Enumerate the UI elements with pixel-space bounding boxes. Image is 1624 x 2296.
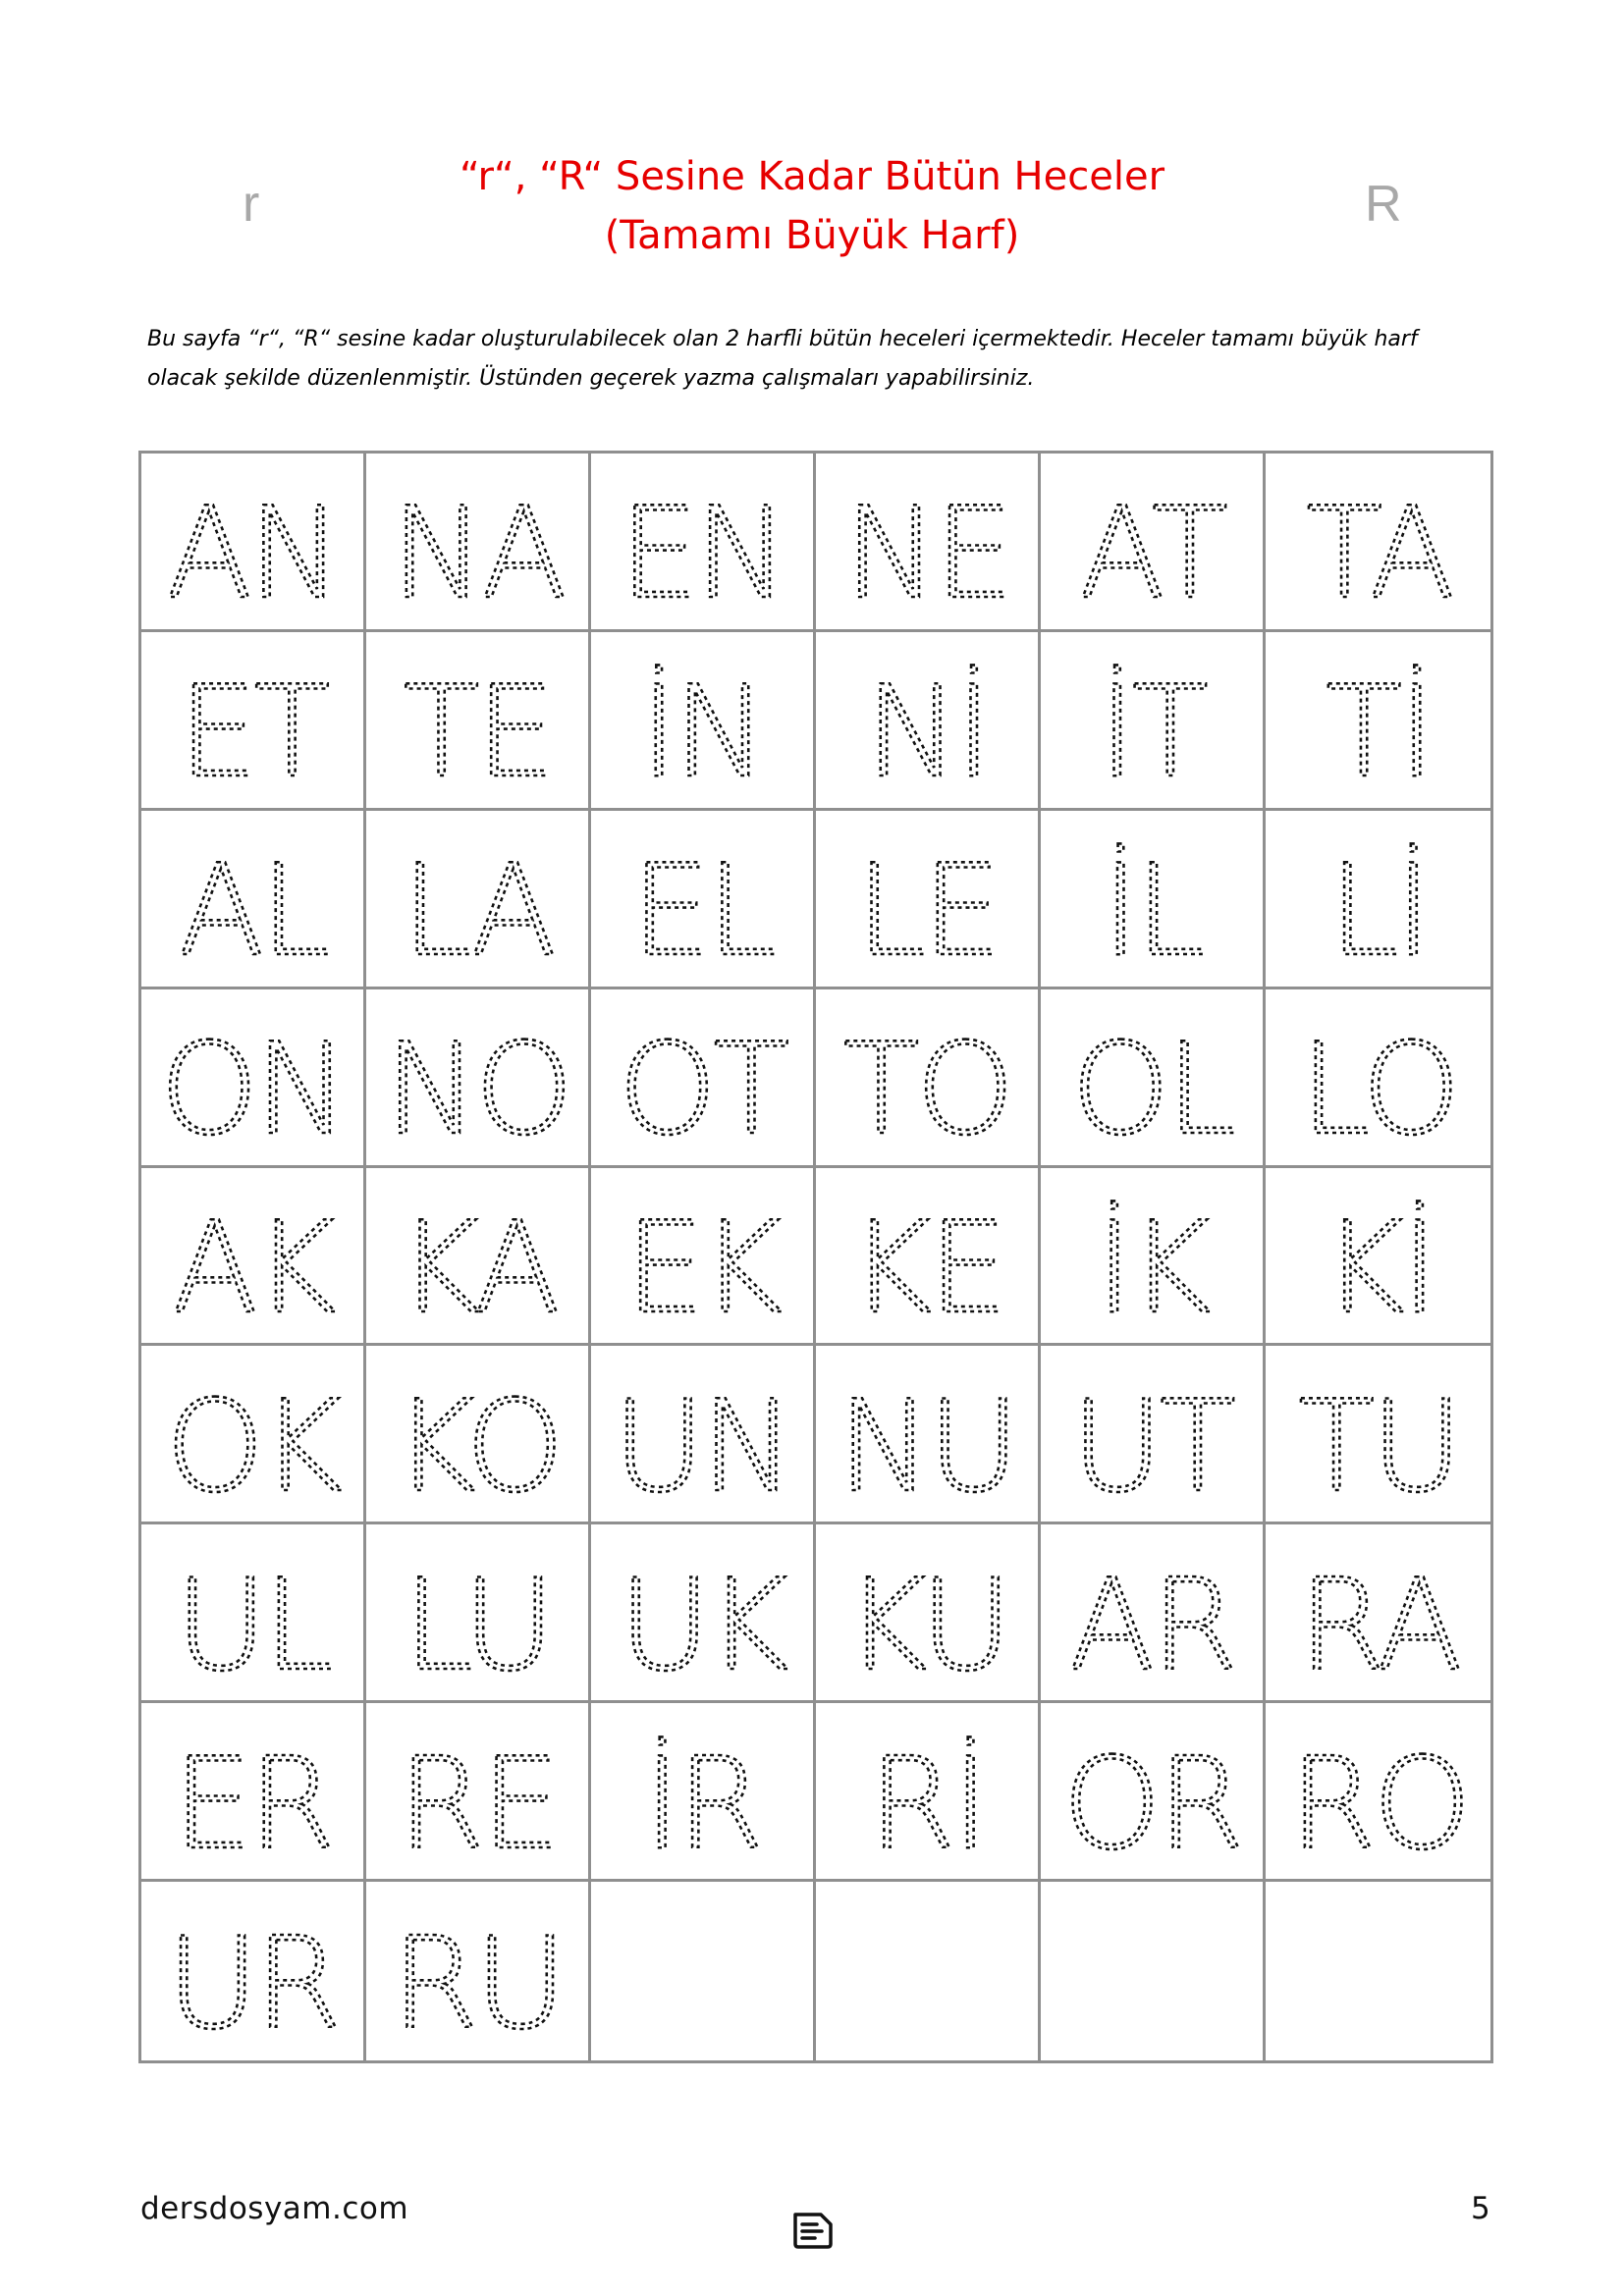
syllable-text: İR bbox=[643, 1731, 761, 1875]
empty-cell bbox=[816, 1882, 1041, 2060]
document-lines-icon bbox=[791, 2211, 835, 2254]
syllable-cell bbox=[816, 1346, 1041, 1524]
syllable-text: ER bbox=[173, 1731, 332, 1875]
syllable-text: UT bbox=[1071, 1373, 1232, 1518]
syllable-text: LE bbox=[855, 838, 999, 983]
syllable-cell bbox=[591, 1703, 816, 1882]
syllable-text: UL bbox=[175, 1552, 330, 1696]
syllable-cell bbox=[141, 632, 366, 811]
syllable-cell bbox=[366, 989, 591, 1168]
syllable-text: EN bbox=[619, 481, 785, 625]
syllable-cell bbox=[1266, 811, 1490, 989]
syllable-cell bbox=[1041, 632, 1266, 811]
syllable-text: TA bbox=[1305, 481, 1451, 625]
syllable-cell bbox=[816, 632, 1041, 811]
syllable-cell bbox=[1266, 1168, 1490, 1347]
syllable-text: KA bbox=[398, 1195, 557, 1339]
syllable-text: Tİ bbox=[1325, 660, 1432, 804]
page-title: “r“, “R“ Sesine Kadar Bütün Heceler (Tamamı Büyük Harf) bbox=[459, 154, 1165, 258]
footer-site-name: dersdosyam.com bbox=[140, 2191, 409, 2226]
syllable-text: KU bbox=[844, 1552, 1009, 1696]
corner-letter-uppercase: R bbox=[1365, 176, 1402, 233]
syllable-cell bbox=[1041, 811, 1266, 989]
syllable-cell bbox=[366, 1703, 591, 1882]
syllable-cell bbox=[366, 1168, 591, 1347]
syllable-cell bbox=[591, 811, 816, 989]
syllable-cell bbox=[1266, 989, 1490, 1168]
syllable-cell bbox=[1266, 1703, 1490, 1882]
syllable-cell bbox=[591, 1168, 816, 1347]
corner-letter-lowercase: r bbox=[243, 176, 260, 233]
syllable-cell bbox=[366, 454, 591, 632]
syllable-text: Kİ bbox=[1322, 1195, 1435, 1339]
syllable-text: İL bbox=[1102, 838, 1202, 983]
syllable-cell bbox=[591, 1524, 816, 1703]
syllable-cell bbox=[141, 811, 366, 989]
syllable-cell bbox=[366, 1346, 591, 1524]
syllable-text: Lİ bbox=[1327, 838, 1429, 983]
syllable-text: OT bbox=[618, 1017, 786, 1161]
syllable-text: UN bbox=[613, 1373, 791, 1518]
syllable-cell bbox=[366, 1524, 591, 1703]
syllable-cell bbox=[816, 811, 1041, 989]
syllable-text: AT bbox=[1079, 481, 1224, 625]
syllable-text: OL bbox=[1070, 1017, 1233, 1161]
syllable-text: Rİ bbox=[868, 1731, 986, 1875]
syllable-cell bbox=[366, 1882, 591, 2060]
syllable-text: TE bbox=[403, 660, 552, 804]
syllable-cell bbox=[1041, 1703, 1266, 1882]
syllable-cell bbox=[816, 454, 1041, 632]
syllable-cell bbox=[1041, 1168, 1266, 1347]
syllable-cell bbox=[816, 989, 1041, 1168]
syllable-text: UK bbox=[619, 1552, 785, 1696]
syllable-text: NO bbox=[384, 1017, 570, 1161]
syllable-text: OR bbox=[1062, 1731, 1241, 1875]
syllable-text: LU bbox=[403, 1552, 552, 1696]
syllable-text: KO bbox=[394, 1373, 561, 1518]
page-description: Bu sayfa “r“, “R“ sesine kadar oluşturulabilecek olan 2 harfli bütün heceleri içermektedir. Heceler tamamı büyük harf olacak şekilde düzenlenmiştir. Üstünden geçerek yazma çalışmaları yapabilirsiniz. bbox=[147, 327, 1418, 391]
syllable-text: UR bbox=[166, 1911, 339, 2056]
syllable-text: Nİ bbox=[865, 660, 989, 804]
syllable-cell bbox=[1266, 632, 1490, 811]
syllable-text: OK bbox=[165, 1373, 340, 1518]
syllable-text: RA bbox=[1297, 1552, 1459, 1696]
syllable-cell bbox=[141, 454, 366, 632]
syllable-text: EL bbox=[630, 838, 774, 983]
empty-cell bbox=[591, 1882, 816, 2060]
syllable-cell bbox=[141, 1524, 366, 1703]
syllable-cell bbox=[816, 1703, 1041, 1882]
syllable-cell bbox=[366, 811, 591, 989]
syllable-text: ET bbox=[178, 660, 327, 804]
empty-cell bbox=[1266, 1882, 1490, 2060]
syllable-cell bbox=[366, 632, 591, 811]
syllable-text: KE bbox=[849, 1195, 1004, 1339]
syllable-cell bbox=[141, 989, 366, 1168]
syllable-cell bbox=[141, 1703, 366, 1882]
syllable-text: RO bbox=[1288, 1731, 1468, 1875]
syllable-text: İT bbox=[1099, 660, 1205, 804]
syllable-cell bbox=[141, 1168, 366, 1347]
syllable-text: RE bbox=[398, 1731, 557, 1875]
syllable-cell bbox=[1041, 1524, 1266, 1703]
syllable-text: NU bbox=[838, 1373, 1016, 1518]
page-number: 5 bbox=[1471, 2191, 1490, 2226]
syllable-cell bbox=[141, 1346, 366, 1524]
syllable-cell bbox=[591, 632, 816, 811]
syllable-text: TO bbox=[842, 1017, 1011, 1161]
syllable-text: AR bbox=[1068, 1552, 1235, 1696]
syllable-grid bbox=[138, 451, 1493, 2063]
syllable-text: EK bbox=[624, 1195, 780, 1339]
syllable-cell bbox=[591, 1346, 816, 1524]
syllable-cell bbox=[1041, 454, 1266, 632]
syllable-text: NE bbox=[843, 481, 1010, 625]
syllable-cell bbox=[1266, 454, 1490, 632]
syllable-text: ON bbox=[159, 1017, 346, 1161]
syllable-text: TU bbox=[1297, 1373, 1459, 1518]
syllable-text: AN bbox=[166, 481, 339, 625]
syllable-cell bbox=[1041, 989, 1266, 1168]
syllable-cell bbox=[591, 454, 816, 632]
syllable-cell bbox=[816, 1524, 1041, 1703]
syllable-cell bbox=[1041, 1346, 1266, 1524]
syllable-text: AL bbox=[178, 838, 327, 983]
syllable-text: İN bbox=[640, 660, 764, 804]
syllable-cell bbox=[141, 1882, 366, 2060]
syllable-text: AK bbox=[172, 1195, 333, 1339]
syllable-cell bbox=[591, 989, 816, 1168]
syllable-text: LA bbox=[402, 838, 553, 983]
syllable-cell bbox=[816, 1168, 1041, 1347]
syllable-text: İK bbox=[1096, 1195, 1208, 1339]
syllable-text: NA bbox=[391, 481, 564, 625]
syllable-text: LO bbox=[1299, 1017, 1457, 1161]
syllable-cell bbox=[1266, 1346, 1490, 1524]
syllable-text: RU bbox=[391, 1911, 564, 2056]
empty-cell bbox=[1041, 1882, 1266, 2060]
syllable-cell bbox=[1266, 1524, 1490, 1703]
